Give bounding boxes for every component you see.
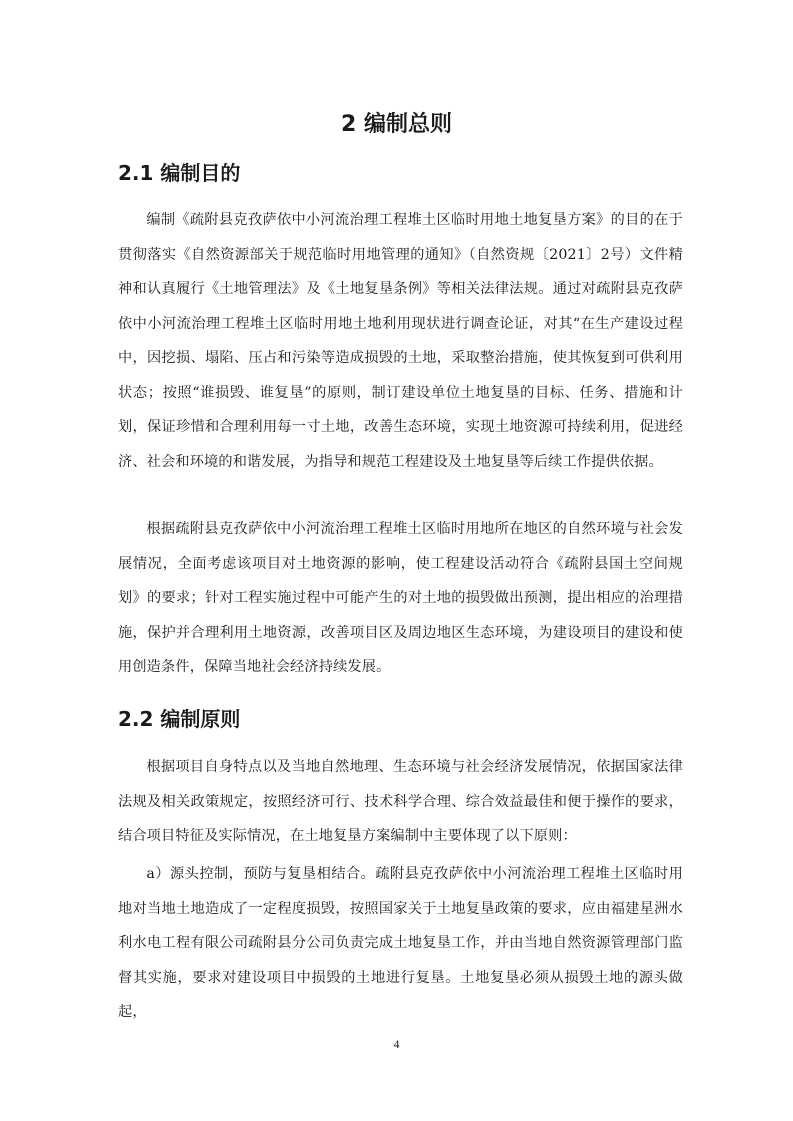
section-heading-purpose: 2.1 编制目的 — [118, 161, 241, 185]
paragraph-principles-intro: 根据项目自身特点以及当地自然地理、生态环境与社会经济发展情况，依据国家法律法规及相关政策规定，按照经济可行、技术科学合理、综合效益最佳和便于操作的要求，结合项目特征及实际情况，在土地复垦方案编制中主要体现了以下原则： — [118, 759, 683, 844]
section-heading-principles: 2.2 编制原则 — [118, 707, 241, 731]
paragraph-principle-a: a）源头控制，预防与复垦相结合。疏附县克孜萨依中小河流治理工程堆土区临时用地对当地土地造成了一定程度损毁，按照国家关于土地复垦政策的要求，应由福建星洲水利水电工程有限公司疏附县分公司负责完成土地复垦工作，并由当地自然资源管理部门监督其实施，要求对建设项目中损毁的土地进行复垦。土地复垦必须从损毁土地的源头做起， — [118, 866, 683, 1020]
page-number: 4 — [393, 1037, 400, 1051]
chapter-title: 2 编制总则 — [341, 112, 452, 137]
paragraph-purpose-1: 编制《疏附县克孜萨依中小河流治理工程堆土区临时用地土地复垦方案》的目的在于贯彻落实《自然资源部关于规范临时用地管理的通知》（自然资规〔2021〕2号）文件精神和认真履行《土地管理法》及《土地复垦条例》等相关法律法规。通过对疏附县克孜萨依中小河流治理工程堆土区临时用地土地利用现状进行调查论证，对其“在生产建设过程中，因挖损、塌陷、压占和污染等造成损毁的土地，采取整治措施，使其恢复到可供利用状态；按照“谁损毁、谁复垦”的原则，制订建设单位土地复垦的目标、任务、措施和计划，保证珍惜和合理利用每一寸土地，改善生态环境，实现土地资源可持续利用，促进经济、社会和环境的和谐发展，为指导和规范工程建设及土地复垦等后续工作提供依据。 — [118, 212, 683, 470]
paragraph-purpose-2: 根据疏附县克孜萨依中小河流治理工程堆土区临时用地所在地区的自然环境与社会发展情况，全面考虑该项目对土地资源的影响，使工程建设活动符合《疏附县国土空间规划》的要求；针对工程实施过程中可能产生的对土地的损毁做出预测，提出相应的治理措施，保护并合理利用土地资源，改善项目区及周边地区生态环境，为建设项目的建设和使用创造条件，保障当地社会经济持续发展。 — [118, 521, 683, 675]
